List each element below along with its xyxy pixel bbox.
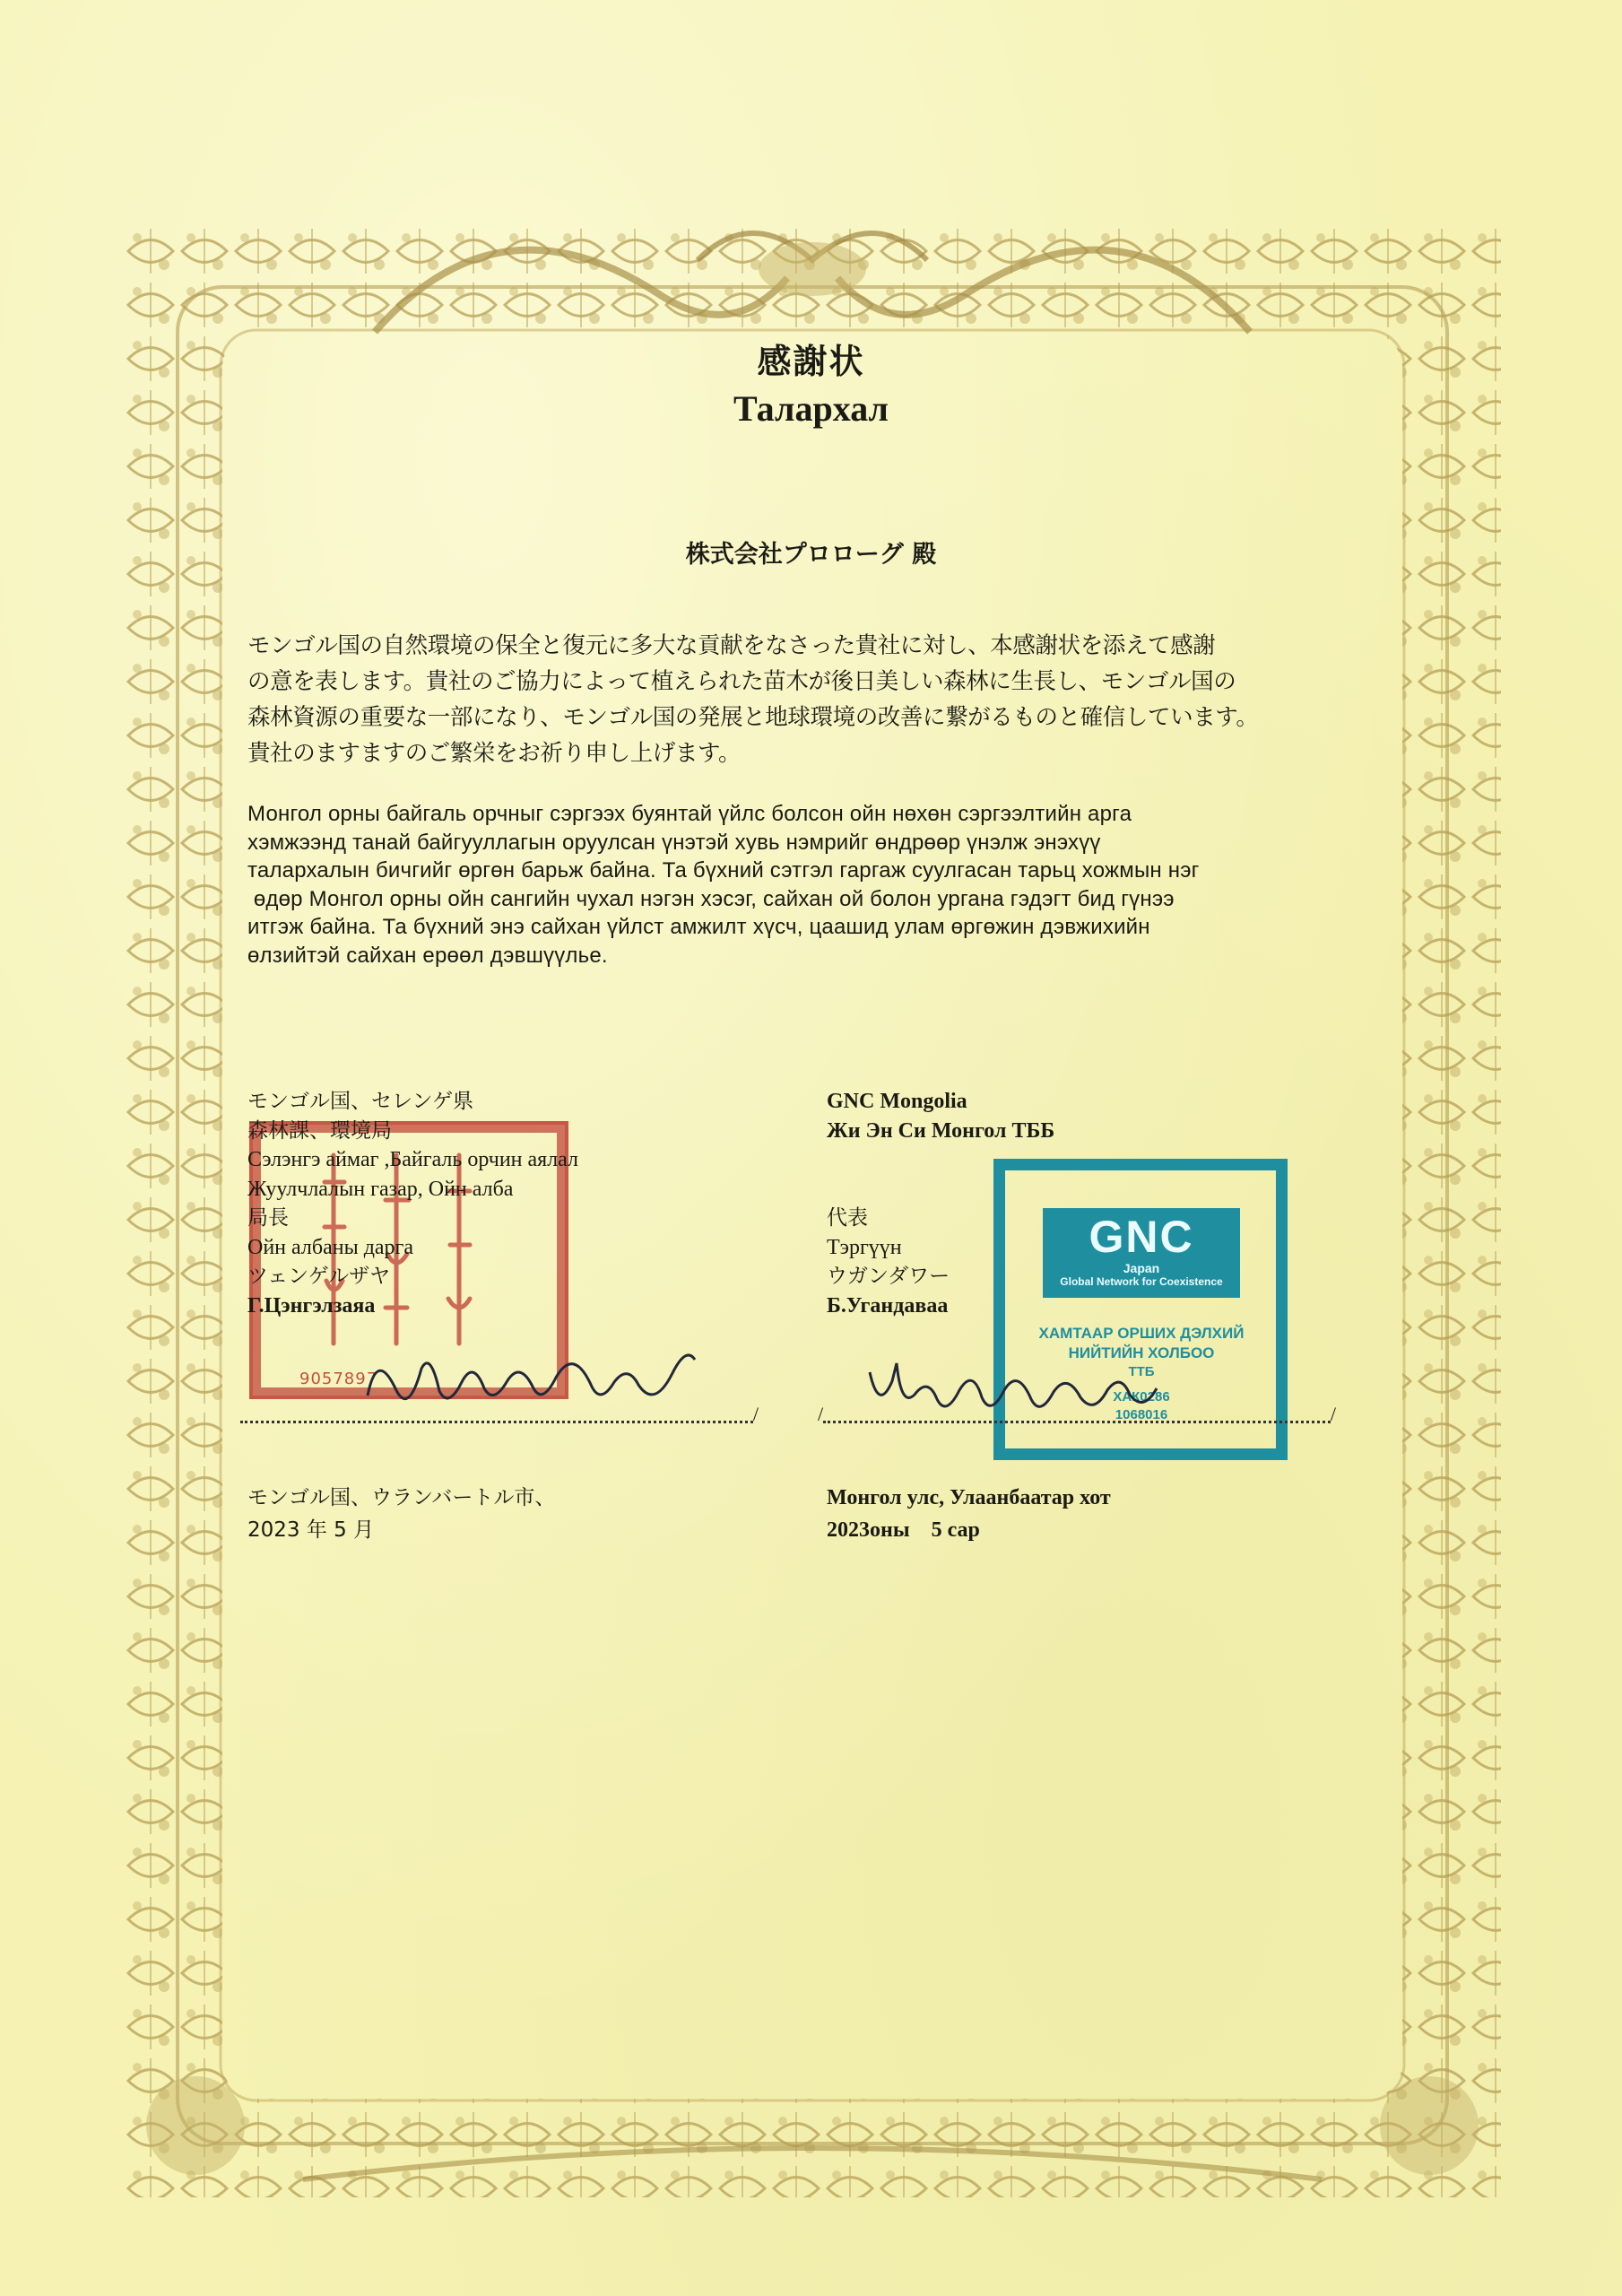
left-name-mn: Г.Цэнгэлзаяа — [247, 1293, 376, 1318]
recipient-name: 株式会社プロローグ 殿 — [685, 541, 937, 569]
right-handwritten-signature — [861, 1345, 1166, 1426]
left-org-jp-2: 森林課、環境局 — [247, 1118, 392, 1143]
gnc-logo-subtitle: Japan — [1123, 1261, 1160, 1275]
body-japanese — [247, 628, 1386, 771]
body-jp-line: の意を表します。貴社のご協力によって植えられた苗木が後日美しい森林に生長し、モンゴル国の — [247, 668, 1236, 695]
body-jp-line: 貴社のますますのご繁栄をお祈り申し上げます。 — [247, 740, 742, 767]
gnc-logo-tagline: Global Network for Coexistence — [1060, 1275, 1223, 1288]
right-location: Монгол улс, Улаанбаатар хот — [827, 1486, 1111, 1509]
body-mongolian — [247, 800, 1388, 970]
stamp-line-5: 1068016 — [1115, 1407, 1168, 1422]
right-spacer — [827, 1145, 1329, 1175]
right-org-en: GNC Mongolia — [827, 1090, 967, 1113]
body-mn-line: өлзийтэй сайхан ерөөл дэвшүүлье. — [247, 943, 608, 968]
right-date: 2023оны 5 сар — [827, 1518, 980, 1542]
stamp-line-4: ХАК0286 — [1113, 1389, 1170, 1405]
title-mongolian: Талархал — [733, 388, 889, 429]
stamp-line-3: ТТБ — [1128, 1364, 1155, 1379]
left-date: 2023 年 5 月 — [247, 1518, 375, 1542]
right-title-jp: 代表 — [827, 1206, 868, 1230]
left-org-jp-1: モンゴル国、セレンゲ県 — [247, 1090, 473, 1113]
gnc-logo-text: GNC — [1089, 1212, 1194, 1262]
left-title-jp: 局長 — [247, 1206, 289, 1230]
seal-serial-number: 9057897 — [299, 1370, 378, 1388]
title-japanese: 感謝状 — [757, 342, 865, 381]
right-location-date — [827, 1482, 1293, 1546]
right-signatory-block — [827, 1087, 1329, 1320]
body-jp-line: 森林資源の重要な一部になり、モンゴル国の発展と地球環境の改善に繋がるものと確信しています。 — [247, 704, 1259, 731]
left-location-date — [247, 1482, 714, 1546]
left-handwritten-signature — [359, 1333, 699, 1422]
left-title-mn: Ойн албаны дарга — [247, 1235, 414, 1259]
body-mn-line: итгэж байна. Та бүхний энэ сайхан үйлст амжилт хүсч, цаашид улам өргөжин дэвжихийн — [247, 915, 1150, 939]
left-dots-end: / — [752, 1403, 759, 1425]
right-name-mn: Б.Угандаваа — [827, 1293, 949, 1318]
body-mn-line: талархалын бичгийг өргөн барьж байна. Та бүхний сэтгэл гаргаж суулгасан тарьц хожмын нэг — [247, 858, 1200, 883]
left-org-mn-2: Жуулчлалын газар, Ойн алба — [247, 1177, 514, 1201]
right-title-mn: Тэргүүн — [827, 1235, 902, 1259]
right-spacer — [827, 1175, 1329, 1205]
left-signatory-block — [247, 1087, 750, 1320]
left-location: モンゴル国、ウランバートル市、 — [247, 1486, 556, 1509]
left-name-jp: ツェンゲルザヤ — [247, 1265, 391, 1288]
right-dots-end: / — [1330, 1403, 1336, 1425]
body-jp-line: モンゴル国の自然環境の保全と復元に多大な貢献をなさった貴社に対し、本感謝状を添えて感謝 — [247, 632, 1216, 659]
body-mn-line: хэмжээнд танай байгууллагын оруулсан үнэтэй хувь нэмрийг өндрөөр үнэлж энэхүү — [247, 830, 1101, 855]
body-mn-line: өдөр Монгол орны ойн сангийн чухал нэгэн хэсэг, сайхан ой болон ургана гэдэгт бид гүнээ — [247, 886, 1175, 911]
stamp-line-1: ХАМТААР ОРШИХ ДЭЛХИЙ — [1038, 1325, 1245, 1342]
right-name-jp: ウガンダワー — [827, 1265, 950, 1288]
right-dots-start: / — [818, 1403, 824, 1425]
right-org-mn: Жи Эн Си Монгол ТББ — [827, 1118, 1055, 1143]
body-mn-line: Монгол орны байгаль орчныг сэргээх буянтай үйлс болсон ойн нөхөн сэргээлтийн арга — [247, 802, 1132, 826]
stamp-line-2: НИЙТИЙН ХОЛБОО — [1068, 1344, 1215, 1361]
left-org-mn-1: Сэлэнгэ аймаг ,Байгаль орчин аялал — [247, 1148, 579, 1171]
